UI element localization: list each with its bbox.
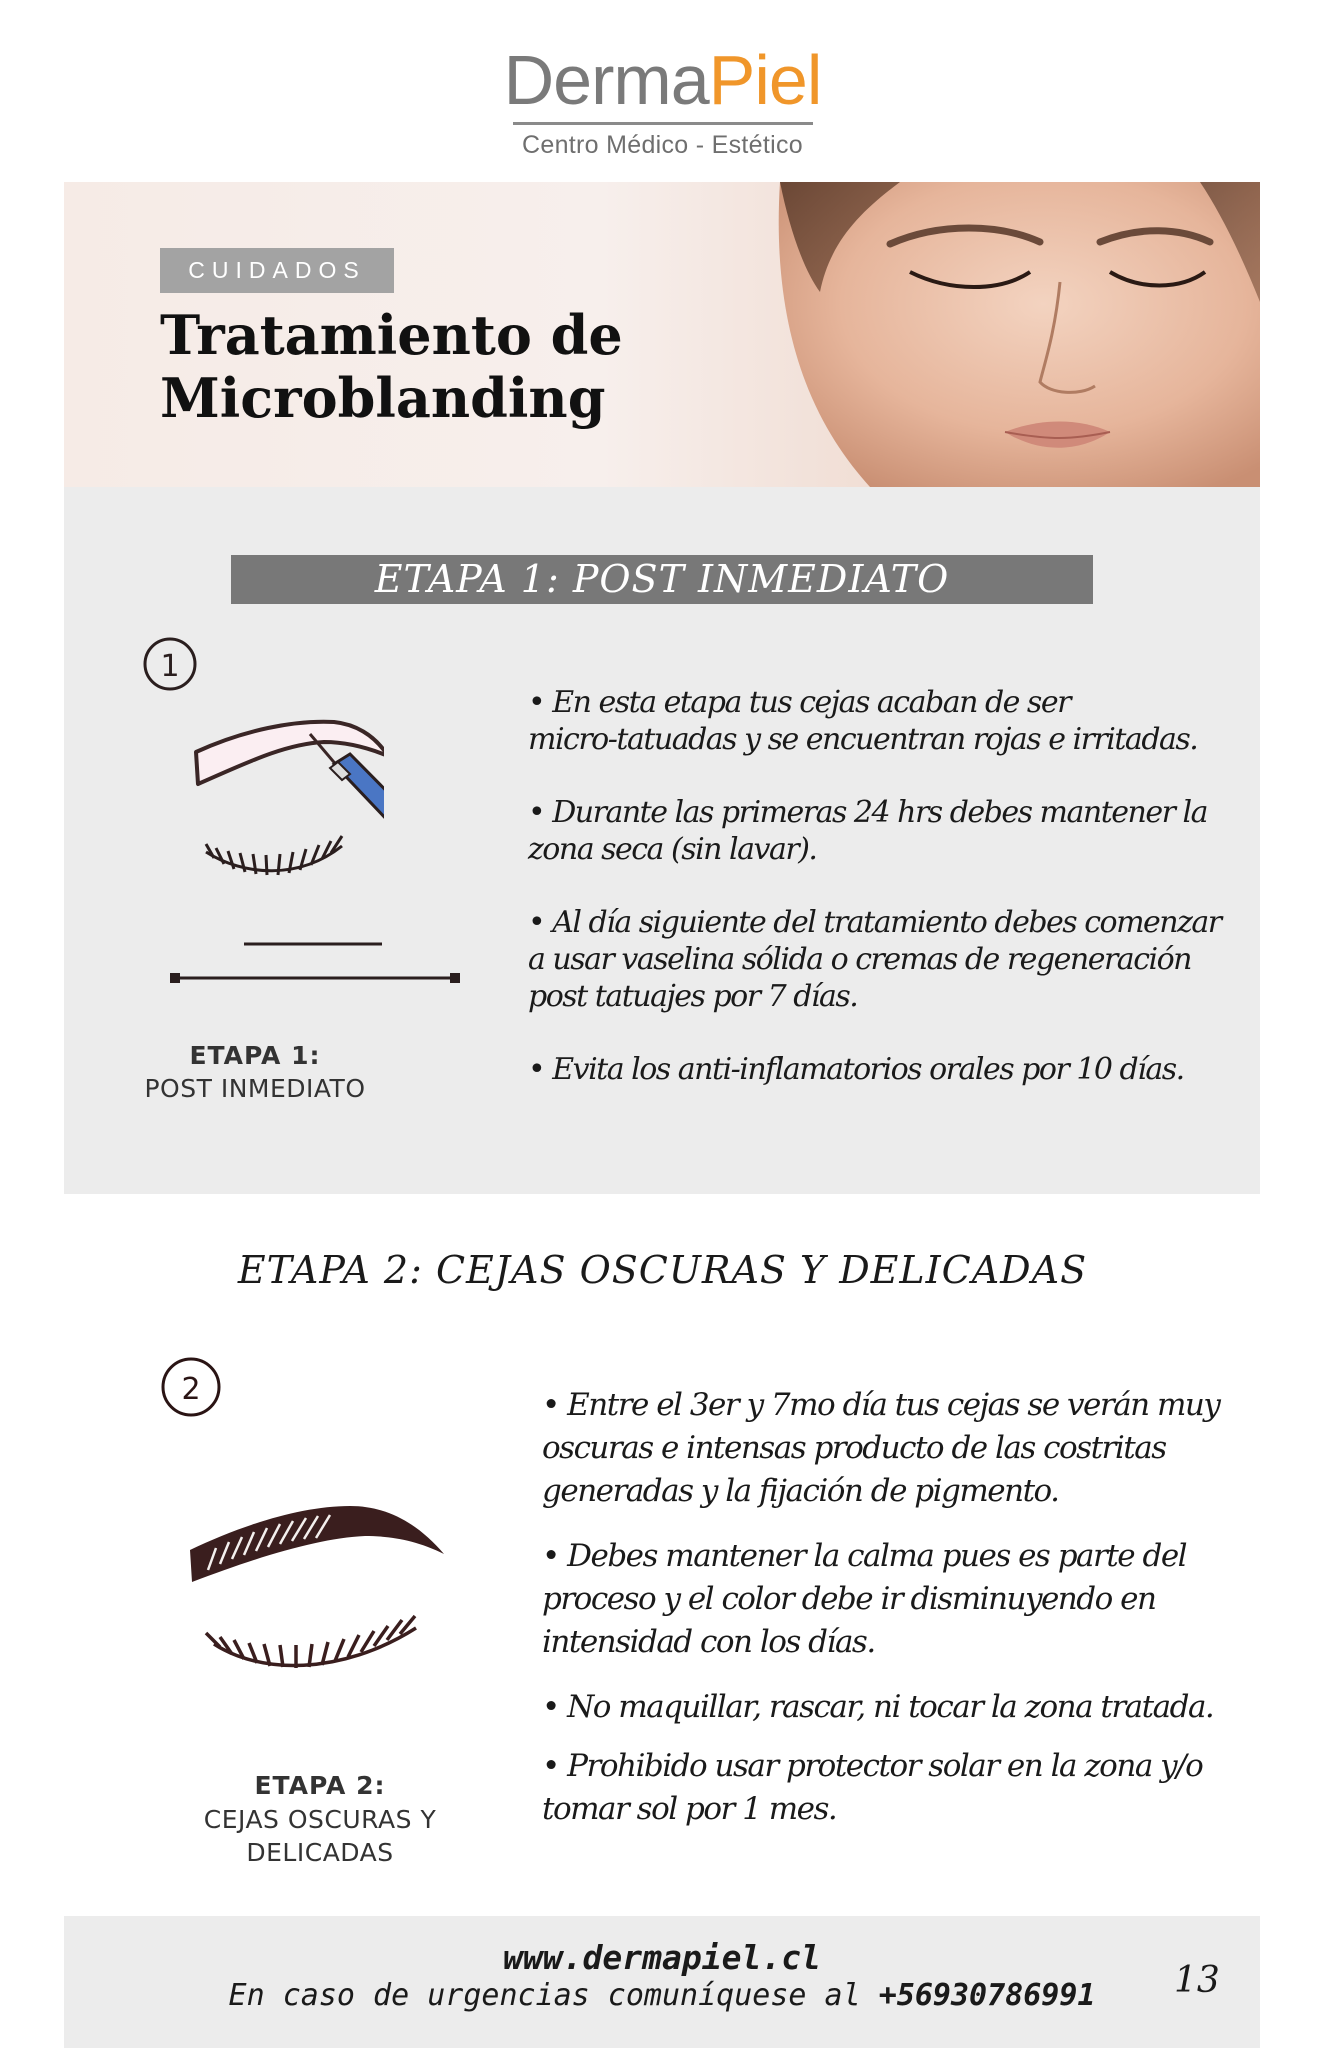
stage-1-bullet-1-line-1: • En esta etapa tus cejas acaban de ser [528, 685, 1070, 720]
brand-tagline: Centro Médico - Estético [522, 131, 803, 159]
brand-name-piel: Piel [708, 41, 822, 119]
stage-2-bullet-1-line-3: generadas y la fijación de pigmento. [542, 1473, 1059, 1509]
stage-1-timeline-icon [170, 971, 460, 985]
stage-1-caption-subtitle: POST INMEDIATO [144, 1074, 366, 1103]
urgency-text: En caso de urgencias comuníquese al [228, 1978, 879, 2013]
stage-1-bullet-list [528, 684, 1248, 1088]
stage-1-bullet-2-line-2: zona seca (sin lavar). [528, 832, 817, 867]
step-2-number: 2 [181, 1372, 201, 1407]
logo-divider [513, 122, 813, 125]
stage-2-caption-title: ETAPA 2: [254, 1771, 386, 1800]
stage-2-bullet-2-line-2: proceso y el color debe ir disminuyendo en [542, 1581, 1156, 1617]
stage-2-bullet-1-line-2: oscuras e intensas producto de las costritas [542, 1430, 1166, 1466]
page-title-line-2: Microblanding [160, 366, 606, 430]
stage-1-bullet-3-line-2: a usar vaselina sólida o cremas de regeneración [528, 942, 1191, 977]
stage-2-bullet-2-line-1: • Debes mantener la calma pues es parte del [542, 1538, 1187, 1574]
stage-2-bullet-1-line-1: • Entre el 3er y 7mo día tus cejas se verán muy [542, 1387, 1220, 1423]
stage-1-caption-title: ETAPA 1: [189, 1041, 321, 1070]
page-title [160, 304, 623, 430]
stage-2-bullet-2-line-3: intensidad con los días. [542, 1624, 875, 1660]
section-tag: CUIDADOS [160, 248, 394, 293]
logo [0, 40, 1325, 160]
stage-2-caption-line-2: DELICADAS [246, 1838, 394, 1867]
stage-2-caption-line-1: CEJAS OSCURAS Y [203, 1805, 437, 1834]
page-number: 13 [1174, 1960, 1220, 2001]
stage-1-bullet-2-line-1: • Durante las primeras 24 hrs debes mantener la [528, 795, 1207, 830]
dark-eyebrow-illustration [150, 1356, 450, 1696]
stage-2-bullet-3-line-1: • No maquillar, rascar, ni tocar la zona tratada. [542, 1689, 1214, 1725]
stage-1-panel [64, 487, 1260, 1194]
urgency-contact [64, 1978, 1260, 2013]
face-photo [750, 182, 1260, 487]
stage-1-bullet-3-line-3: post tatuajes por 7 días. [528, 979, 858, 1014]
phone-number[interactable]: +56930786991 [878, 1978, 1096, 2013]
footer [64, 1916, 1260, 2048]
stage-2-title: ETAPA 2: CEJAS OSCURAS Y DELICADAS [237, 1248, 1088, 1292]
stage-1-bullet-3-line-1: • Al día siguiente del tratamiento debes comenzar [528, 905, 1221, 940]
page-title-line-1: Tratamiento de [160, 303, 623, 367]
brand-name [0, 40, 1325, 120]
stage-1-bullet-1-line-2: micro-tatuadas y se encuentran rojas e irritadas. [528, 722, 1198, 757]
dark-eyebrow-icon [190, 1506, 444, 1582]
hero-banner [64, 182, 1260, 487]
stage-2-bullet-4-line-1: • Prohibido usar protector solar en la zona y/o [542, 1748, 1203, 1784]
stage-1-bullet-4-line-1: • Evita los anti-inflamatorios orales por 10 días. [528, 1052, 1184, 1087]
stage-2-bullet-4-line-2: tomar sol por 1 mes. [542, 1791, 837, 1827]
step-1-number: 1 [160, 649, 180, 684]
eyelash-icon [206, 1616, 416, 1668]
stage-2-bullet-list [542, 1384, 1272, 1831]
website-link[interactable]: www.dermapiel.cl [503, 1938, 821, 1977]
stage-1-banner: ETAPA 1: POST INMEDIATO [231, 555, 1093, 604]
eyelash-icon [206, 836, 342, 875]
microblading-pen-illustration [124, 624, 384, 964]
brand-name-derma: Derma [503, 41, 709, 119]
